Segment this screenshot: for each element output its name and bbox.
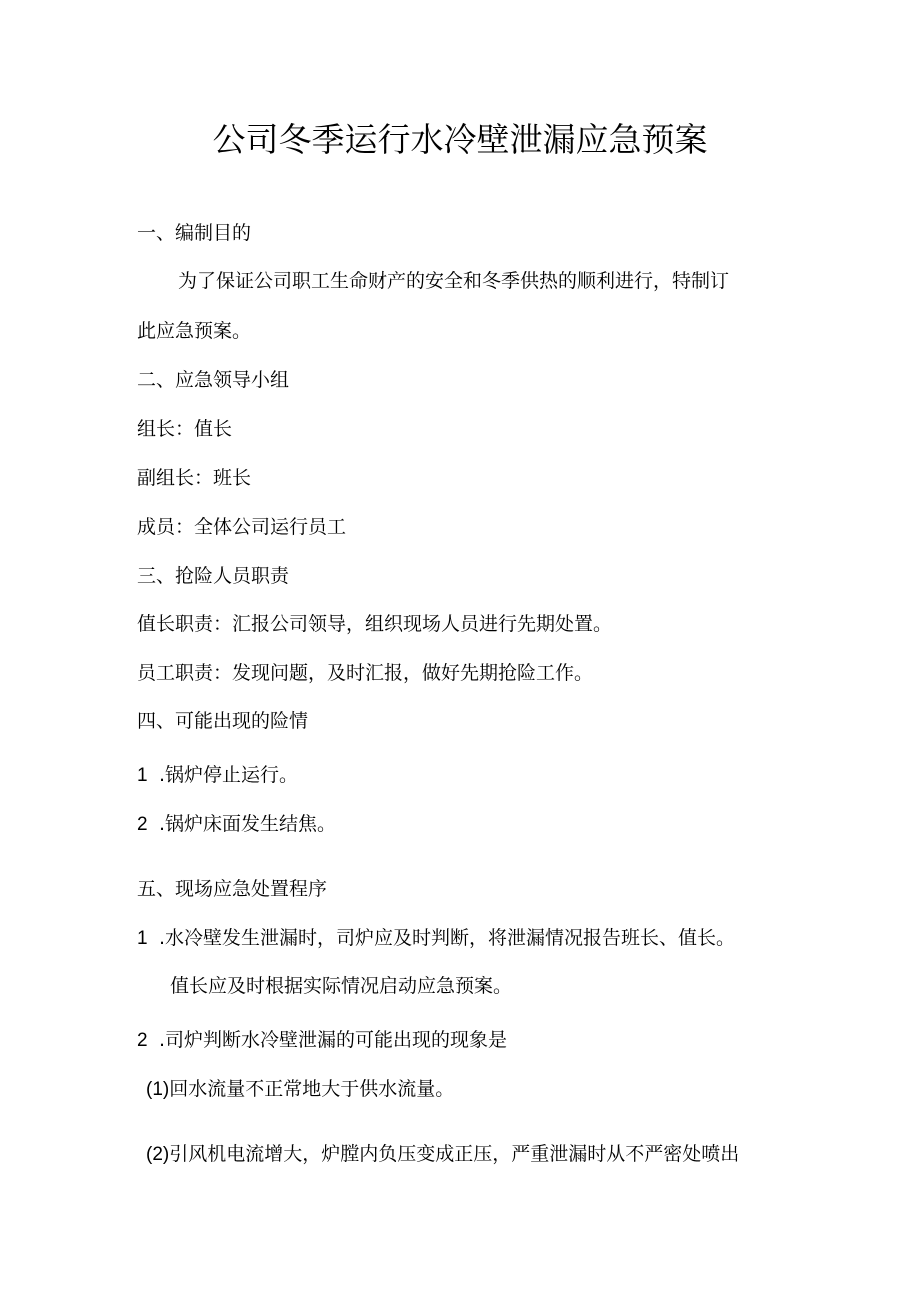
document-title: 公司冬季运行水冷壁泄漏应急预案 — [212, 120, 708, 159]
purpose-paragraph-line-1: 为了保证公司职工生命财产的安全和冬季供热的顺利进行，特制订 — [178, 270, 730, 292]
risk-item-2-text: .锅炉床面发生结焦。 — [159, 813, 337, 835]
duty-staff-line: 员工职责：发现问题，及时汇报，做好先期抢险工作。 — [137, 662, 594, 684]
duty-chief-line: 值长职责：汇报公司领导，组织现场人员进行先期处置。 — [137, 613, 613, 635]
risk-item-1-text: .锅炉停止运行。 — [159, 764, 299, 786]
risk-item-1-number: 1 — [137, 765, 148, 786]
section-heading-procedure: 五、现场应急处置程序 — [137, 878, 328, 900]
procedure-sub-item-2 — [146, 1141, 739, 1168]
procedure-item-2 — [137, 1027, 507, 1054]
members-line: 成员：全体公司运行员工 — [137, 516, 347, 538]
section-heading-leadership: 二、应急领导小组 — [137, 369, 290, 391]
deputy-leader-line: 副组长：班长 — [137, 467, 252, 489]
section-heading-duties: 三、抢险人员职责 — [137, 565, 290, 587]
risk-item-2-number: 2 — [137, 814, 148, 835]
procedure-item-1-continuation: 值长应及时根据实际情况启动应急预案。 — [170, 975, 513, 997]
procedure-sub-item-1-number: (1) — [146, 1079, 170, 1100]
procedure-item-1-text: .水冷壁发生泄漏时，司炉应及时判断，将泄漏情况报告班长、值长。 — [159, 927, 736, 949]
procedure-item-2-text: .司炉判断水冷壁泄漏的可能出现的现象是 — [159, 1029, 508, 1051]
procedure-sub-item-2-text: 引风机电流增大，炉膛内负压变成正压，严重泄漏时从不严密处喷出 — [169, 1143, 740, 1165]
procedure-item-1 — [137, 925, 735, 952]
risk-item-2 — [137, 811, 336, 838]
section-heading-risks: 四、可能出现的险情 — [137, 710, 309, 732]
procedure-sub-item-1 — [146, 1076, 454, 1103]
procedure-item-2-number: 2 — [137, 1030, 148, 1051]
purpose-paragraph-line-2: 此应急预案。 — [137, 320, 252, 342]
leader-line: 组长：值长 — [137, 418, 233, 440]
procedure-sub-item-2-number: (2) — [146, 1144, 170, 1165]
risk-item-1 — [137, 762, 298, 789]
section-heading-purpose: 一、编制目的 — [137, 222, 252, 244]
procedure-item-1-number: 1 — [137, 928, 148, 949]
procedure-sub-item-1-text: 回水流量不正常地大于供水流量。 — [169, 1078, 455, 1100]
